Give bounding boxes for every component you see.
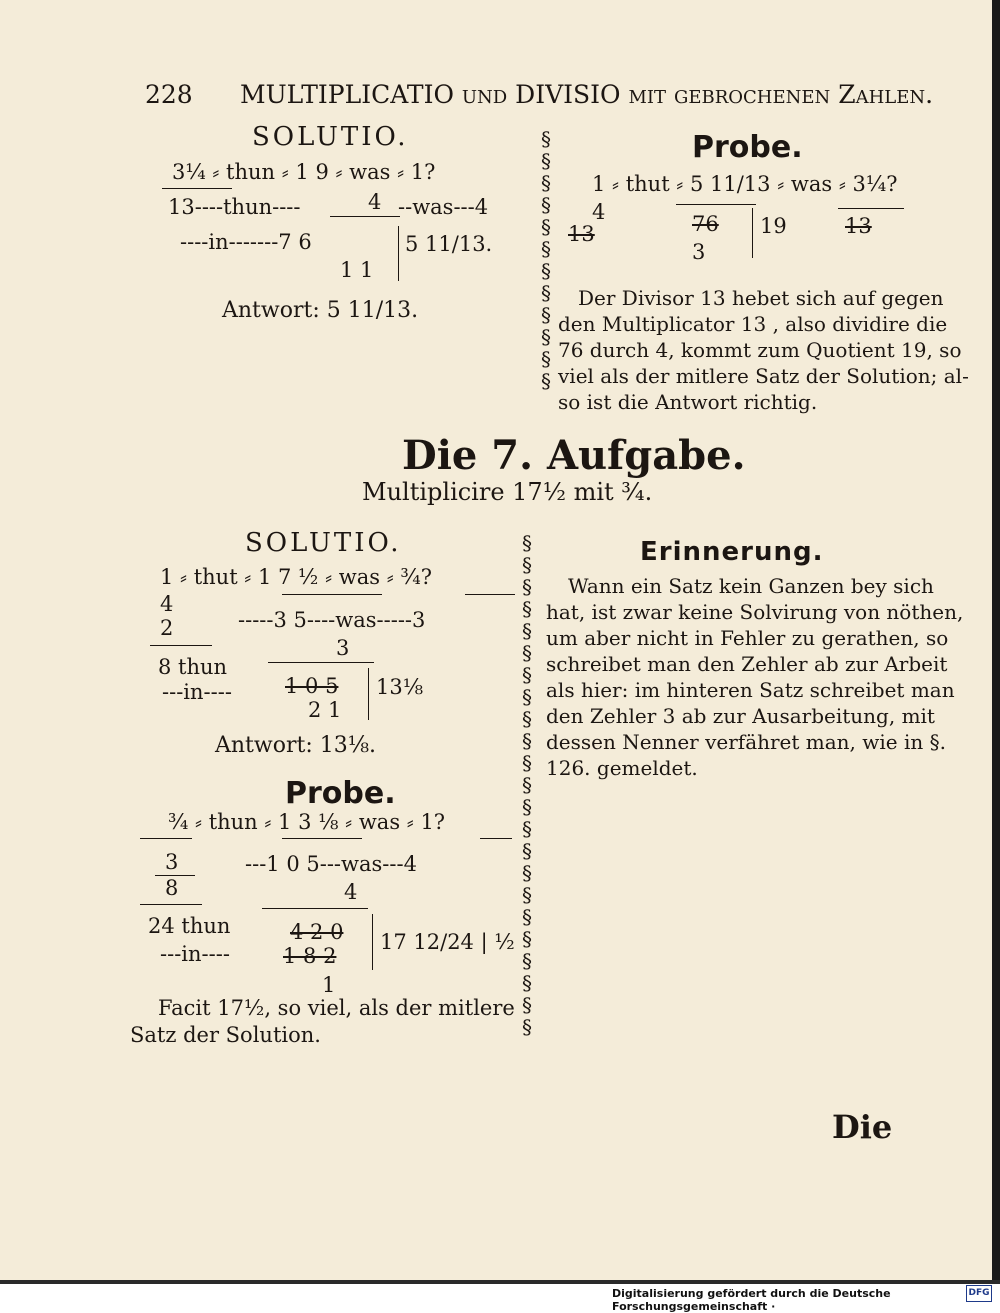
probe-heading-2: Probe. [285, 776, 396, 811]
probe1-paragraph-5: so ist die Antwort richtig. [558, 390, 818, 414]
probe1-n4: 4 [592, 200, 606, 224]
rule [150, 645, 212, 646]
erinnerung-line-1: Wann ein Satz kein Ganzen bey sich [568, 574, 934, 598]
erinnerung-line-7: dessen Nenner verfähret man, wie in §. [546, 730, 946, 754]
rule [838, 208, 904, 209]
erinnerung-line-8: 126. gemeldet. [546, 756, 698, 780]
facit-line-1: Facit 17½, so viel, als der mitlere [158, 996, 515, 1020]
probe-heading-1: Probe. [692, 130, 803, 165]
probe1-paragraph-3: 76 durch 4, kommt zum Quotient 19, so [558, 338, 962, 362]
probe2-n8: 8 [165, 876, 179, 900]
divider [372, 914, 373, 970]
solutio2-line4: ---in---- [162, 680, 232, 704]
solutio-heading-2: SOLUTIO. [245, 528, 402, 558]
solutio2-n4: 4 [160, 592, 174, 616]
solutio2-n2: 2 [160, 616, 174, 640]
probe2-n4: 4 [344, 880, 358, 904]
divider [368, 668, 369, 720]
aufgabe-title: Die 7. Aufgabe. [402, 432, 746, 479]
solutio2-n105: 1 0 5 [285, 674, 339, 698]
solutio2-n3: 3 [336, 636, 350, 660]
rule [282, 594, 382, 595]
facit-line-2: Satz der Solution. [130, 1023, 321, 1047]
erinnerung-line-4: schreibet man den Zehler ab zur Arbeit [546, 652, 948, 676]
solutio1-line1: 3¼ ⸗ thun ⸗ 1 9 ⸗ was ⸗ 1? [172, 160, 436, 184]
solutio1-line2b: 4 [368, 190, 382, 214]
section-sign-column-bottom: § § § § § § § § § § § § § § § § § § § § § § § [522, 531, 532, 1039]
probe1-paragraph-2: den Multiplicator 13 , also dividire die [558, 312, 948, 336]
rule [676, 204, 756, 205]
rule [330, 216, 400, 217]
probe1-n3: 3 [692, 240, 706, 264]
page-edge-right [992, 0, 1000, 1280]
erinnerung-line-2: hat, ist zwar keine Solvirung von nöthen, [546, 600, 964, 624]
erinnerung-line-6: den Zehler 3 ab zur Ausarbeitung, mit [546, 704, 935, 728]
divider [398, 226, 399, 281]
probe1-line1: 1 ⸗ thut ⸗ 5 11/13 ⸗ was ⸗ 3¼? [592, 172, 898, 196]
rule [262, 908, 368, 909]
page-number: 228 [145, 80, 193, 109]
probe1-paragraph-1: Der Divisor 13 hebet sich auf gegen [578, 286, 944, 310]
footer-credit: Digitalisierung gefördert durch die Deutsche Forschungsgemeinschaft · [612, 1287, 891, 1313]
rule [162, 188, 232, 189]
rule [465, 594, 515, 595]
erinnerung-line-5: als hier: im hinteren Satz schreibet man [546, 678, 955, 702]
solutio1-answer: Antwort: 5 11/13. [222, 298, 419, 323]
probe2-n1: 1 [322, 973, 336, 997]
dfg-logo: DFG [966, 1285, 992, 1302]
solutio2-n21: 2 1 [308, 698, 342, 722]
solutio1-line2c: --was---4 [398, 195, 489, 219]
solutio2-result: 13⅛ [376, 675, 424, 699]
erinnerung-line-3: um aber nicht in Fehler zu gerathen, so [546, 626, 949, 650]
section-sign-column-top: § § § § § § § § § § § § [541, 127, 551, 393]
solutio2-answer: Antwort: 13⅛. [215, 733, 377, 758]
probe2-line4: ---in---- [160, 942, 230, 966]
rule [268, 662, 374, 663]
rule [140, 838, 192, 839]
probe2-result: 17 12/24 | ½ [380, 930, 515, 954]
solutio1-result: 5 11/13. [405, 232, 493, 256]
probe2-line1: ¾ ⸗ thun ⸗ 1 3 ⅛ ⸗ was ⸗ 1? [168, 810, 446, 834]
probe1-n76: 76 [692, 212, 719, 236]
probe1-n13: 13 [568, 222, 595, 246]
erinnerung-heading: Erinnerung. [640, 537, 824, 567]
probe1-n13b: 13 [845, 214, 872, 238]
probe2-n3: 3 [165, 850, 179, 874]
running-title: MULTIPLICATIO und DIVISIO mit gebrochenen Zahlen. [240, 80, 934, 109]
solutio1-line4: 1 1 [340, 258, 374, 282]
probe2-line2: ---1 0 5---was---4 [245, 852, 417, 876]
page-edge-bottom [0, 1280, 1000, 1284]
solutio2-line1: 1 ⸗ thut ⸗ 1 7 ½ ⸗ was ⸗ ¾? [160, 565, 432, 589]
solutio2-line2: -----3 5----was-----3 [238, 608, 426, 632]
aufgabe-subtitle: Multiplicire 17½ mit ¾. [362, 478, 653, 506]
probe2-n182: 1 8 2 [283, 944, 337, 968]
probe1-n19: 19 [760, 214, 787, 238]
solutio-heading-1: SOLUTIO. [252, 122, 409, 152]
rule [140, 904, 202, 905]
rule [480, 838, 512, 839]
catchword: Die [832, 1108, 893, 1146]
solutio2-line3: 8 thun [158, 655, 228, 679]
probe2-n420: 4 2 0 [290, 920, 344, 944]
solutio1-line2: 13----thun---- [168, 195, 301, 219]
divider [752, 208, 753, 258]
rule [282, 838, 362, 839]
probe2-line3: 24 thun [148, 914, 231, 938]
probe1-paragraph-4: viel als der mitlere Satz der Solution; al- [558, 364, 969, 388]
solutio1-line3: ----in-------7 6 [180, 230, 312, 254]
